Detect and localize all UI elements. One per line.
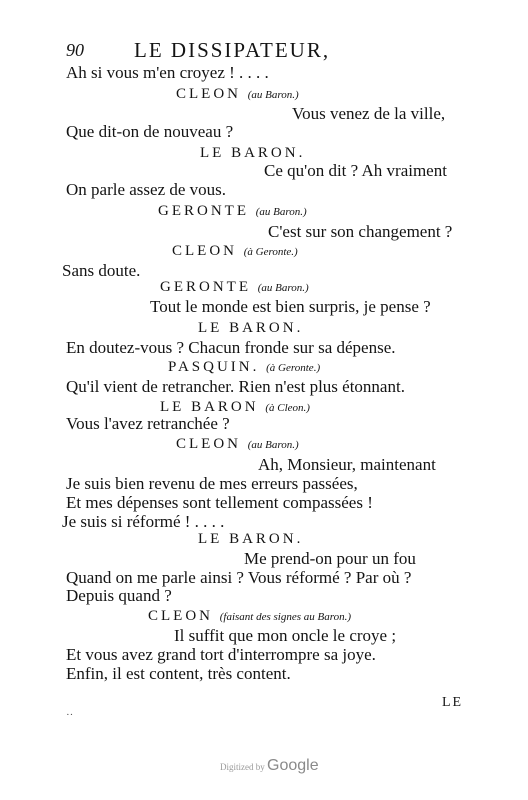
verse-line: Enfin, il est content, très content.: [66, 664, 291, 683]
verse-line: Vous venez de la ville,: [292, 104, 446, 123]
verse-line: Sans doute.: [62, 261, 141, 280]
speaker-name: LE BARON (à Cleon.): [160, 399, 310, 415]
catchword: LE: [442, 695, 464, 710]
verse-line: On parle assez de vous.: [66, 180, 227, 199]
signature-mark: ··: [66, 709, 74, 721]
verse-line: Depuis quand ?: [66, 586, 172, 605]
verse-line: Quand on me parle ainsi ? Vous réformé ? Par où ?: [66, 568, 412, 587]
verse-line: En doutez-vous ? Chacun fronde sur sa dépense.: [66, 338, 396, 357]
verse-line: Ah, Monsieur, maintenant: [258, 455, 436, 474]
speaker-name: PASQUIN. (à Geronte.): [168, 359, 321, 375]
speaker-name: GERONTE (au Baron.): [160, 279, 309, 295]
verse-line: Et mes dépenses sont tellement compassées !: [66, 493, 373, 512]
verse-line: Je suis bien revenu de mes erreurs passées,: [66, 474, 358, 493]
verse-line: Je suis si réformé ! . . . .: [62, 512, 225, 531]
running-title: LE DISSIPATEUR,: [134, 38, 331, 62]
verse-line: Que dit-on de nouveau ?: [66, 122, 234, 141]
verse-line: Tout le monde est bien surpris, je pense ?: [150, 297, 431, 316]
verse-line: Qu'il vient de retrancher. Rien n'est plus étonnant.: [66, 377, 405, 396]
verse-line: C'est sur son changement ?: [268, 222, 453, 241]
verse-line: Ce qu'on dit ? Ah vraiment: [264, 161, 447, 180]
verse-line: Et vous avez grand tort d'interrompre sa joye.: [66, 645, 376, 664]
verse-line: Il suffit que mon oncle le croye ;: [174, 626, 397, 645]
speaker-name: CLEON (faisant des signes au Baron.): [148, 608, 352, 624]
speaker-name: CLEON (au Baron.): [176, 436, 299, 452]
speaker-name: LE BARON.: [200, 145, 306, 161]
verse-line: Ah si vous m'en croyez ! . . . .: [66, 63, 269, 82]
digitized-by-google-watermark: Digitized by Google: [220, 757, 319, 774]
speaker-name: CLEON (à Geronte.): [172, 243, 298, 259]
speaker-name: LE BARON.: [198, 320, 304, 336]
speaker-name: GERONTE (au Baron.): [158, 203, 307, 219]
verse-line: Me prend-on pour un fou: [244, 549, 416, 568]
page-number: 90: [66, 40, 84, 60]
speaker-name: LE BARON.: [198, 531, 304, 547]
verse-line: Vous l'avez retranchée ?: [66, 414, 230, 433]
speaker-name: CLEON (au Baron.): [176, 86, 299, 102]
